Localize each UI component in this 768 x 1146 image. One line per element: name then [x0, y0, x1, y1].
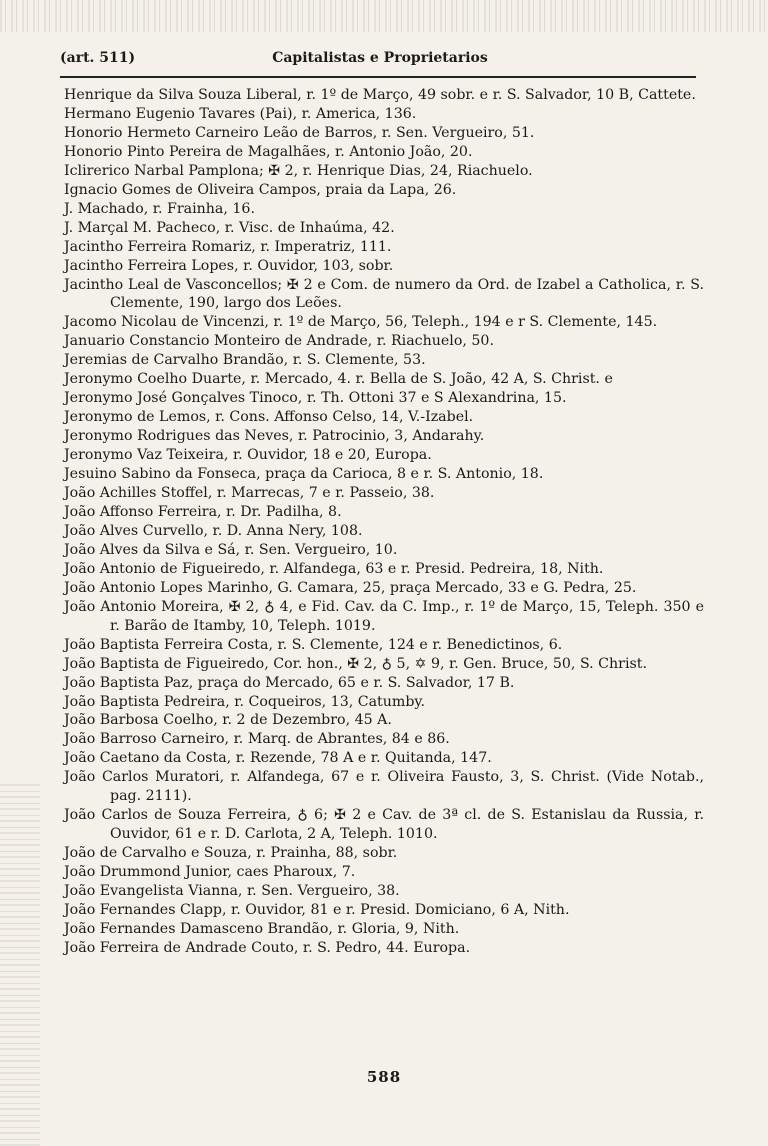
- directory-entry: João Barbosa Coelho, r. 2 de Dezembro, 45 A.: [64, 712, 392, 729]
- directory-entry: João Carlos Muratori, r. Alfandega, 67 e r. Oliveira Fausto, 3, S. Christ. (Vide Notab., pag. 2111).: [64, 769, 704, 805]
- article-reference: (art. 511): [60, 50, 136, 66]
- directory-entry: João Antonio de Figueiredo, r. Alfandega, 63 e r. Presid. Pedreira, 18, Nith.: [64, 560, 604, 577]
- directory-entry: João Baptista Ferreira Costa, r. S. Clemente, 124 e r. Benedictinos, 6.: [64, 636, 563, 653]
- directory-entry: João Fernandes Damasceno Brandão, r. Gloria, 9, Nith.: [64, 920, 460, 937]
- directory-entry: João Alves Curvello, r. D. Anna Nery, 108.: [64, 522, 363, 539]
- directory-entry: João Baptista Pedreira, r. Coqueiros, 13, Catumby.: [64, 693, 426, 710]
- directory-entry: João Fernandes Clapp, r. Ouvidor, 81 e r. Presid. Domiciano, 6 A, Nith.: [64, 901, 570, 918]
- directory-entry: João Barroso Carneiro, r. Marq. de Abrantes, 84 e 86.: [64, 731, 450, 748]
- directory-entry: Januario Constancio Monteiro de Andrade, r. Riachuelo, 50.: [64, 333, 494, 350]
- directory-entries: [64, 86, 704, 958]
- directory-entry: João Baptista de Figueiredo, Cor. hon., ✠ 2, ♁ 5, ✡ 9, r. Gen. Bruce, 50, S. Christ.: [64, 655, 647, 672]
- directory-entry: J. Machado, r. Frainha, 16.: [64, 200, 255, 217]
- directory-entry: Jacintho Leal de Vasconcellos; ✠ 2 e Com. de numero da Ord. de Izabel a Catholica, r. S. Clemente, 190, largo dos Leões.: [64, 276, 704, 312]
- directory-entry: Jacintho Ferreira Lopes, r. Ouvidor, 103, sobr.: [64, 257, 394, 274]
- directory-entry: João Baptista Paz, praça do Mercado, 65 e r. S. Salvador, 17 B.: [64, 674, 515, 691]
- directory-entry: Jeronymo Rodrigues das Neves, r. Patrocinio, 3, Andarahy.: [64, 428, 485, 445]
- directory-entry: Henrique da Silva Souza Liberal, r. 1º de Março, 49 sobr. e r. S. Salvador, 10 B, Cattete.: [64, 87, 696, 103]
- directory-entry: Jeronymo Vaz Teixeira, r. Ouvidor, 18 e 20, Europa.: [64, 447, 432, 464]
- page-header: [60, 50, 700, 72]
- directory-entry: Honorio Hermeto Carneiro Leão de Barros, r. Sen. Vergueiro, 51.: [64, 124, 535, 141]
- directory-entry: Hermano Eugenio Tavares (Pai), r. America, 136.: [64, 105, 417, 122]
- directory-entry: João Ferreira de Andrade Couto, r. S. Pedro, 44. Europa.: [64, 939, 471, 956]
- section-title: Capitalistas e Proprietarios: [272, 50, 488, 66]
- directory-entry: Jacomo Nicolau de Vincenzi, r. 1º de Março, 56, Teleph., 194 e r S. Clemente, 145.: [64, 314, 658, 331]
- directory-entry: Jeremias de Carvalho Brandão, r. S. Clemente, 53.: [64, 352, 426, 369]
- directory-entry: João Affonso Ferreira, r. Dr. Padilha, 8.: [64, 503, 342, 520]
- directory-entry: Iclirerico Narbal Pamplona; ✠ 2, r. Henrique Dias, 24, Riachuelo.: [64, 162, 533, 179]
- scan-noise-top: [0, 0, 768, 32]
- directory-entry: Jeronymo José Gonçalves Tinoco, r. Th. Ottoni 37 e S Alexandrina, 15.: [64, 390, 567, 407]
- directory-entry: João Antonio Lopes Marinho, G. Camara, 25, praça Mercado, 33 e G. Pedra, 25.: [64, 579, 637, 596]
- directory-entry: J. Marçal M. Pacheco, r. Visc. de Inhaúma, 42.: [64, 219, 395, 236]
- directory-entry: Jesuino Sabino da Fonseca, praça da Carioca, 8 e r. S. Antonio, 18.: [64, 466, 544, 483]
- directory-entry: João Drummond Junior, caes Pharoux, 7.: [64, 864, 356, 881]
- header-rule: [60, 76, 696, 78]
- directory-entry: João Caetano da Costa, r. Rezende, 78 A e r. Quitanda, 147.: [64, 750, 492, 767]
- directory-entry: João Antonio Moreira, ✠ 2, ♁ 4, e Fid. Cav. da C. Imp., r. 1º de Março, 15, Teleph. 350 e r. Barão de Itamby, 10, Teleph. 1019.: [64, 598, 704, 634]
- directory-entry: Honorio Pinto Pereira de Magalhães, r. Antonio João, 20.: [64, 143, 473, 160]
- directory-entry: João Evangelista Vianna, r. Sen. Vergueiro, 38.: [64, 883, 400, 900]
- page-number: 588: [366, 1068, 402, 1086]
- scan-noise-left: [0, 780, 40, 1146]
- directory-entry: Jacintho Ferreira Romariz, r. Imperatriz, 111.: [64, 238, 392, 255]
- directory-entry: Ignacio Gomes de Oliveira Campos, praia da Lapa, 26.: [64, 181, 457, 198]
- directory-entry: João Achilles Stoffel, r. Marrecas, 7 e r. Passeio, 38.: [64, 485, 435, 502]
- directory-entry: João Carlos de Souza Ferreira, ♁ 6; ✠ 2 e Cav. de 3ª cl. de S. Estanislau da Russia, r. Ouvidor, 61 e r. D. Carlota, 2 A, Teleph. 1010.: [64, 807, 704, 843]
- directory-entry: João de Carvalho e Souza, r. Prainha, 88, sobr.: [64, 845, 398, 862]
- directory-entry: João Alves da Silva e Sá, r. Sen. Vergueiro, 10.: [64, 541, 398, 558]
- directory-entry: Jeronymo Coelho Duarte, r. Mercado, 4. r. Bella de S. João, 42 A, S. Christ. e: [64, 371, 613, 388]
- directory-entry: Jeronymo de Lemos, r. Cons. Affonso Celso, 14, V.-Izabel.: [64, 409, 474, 426]
